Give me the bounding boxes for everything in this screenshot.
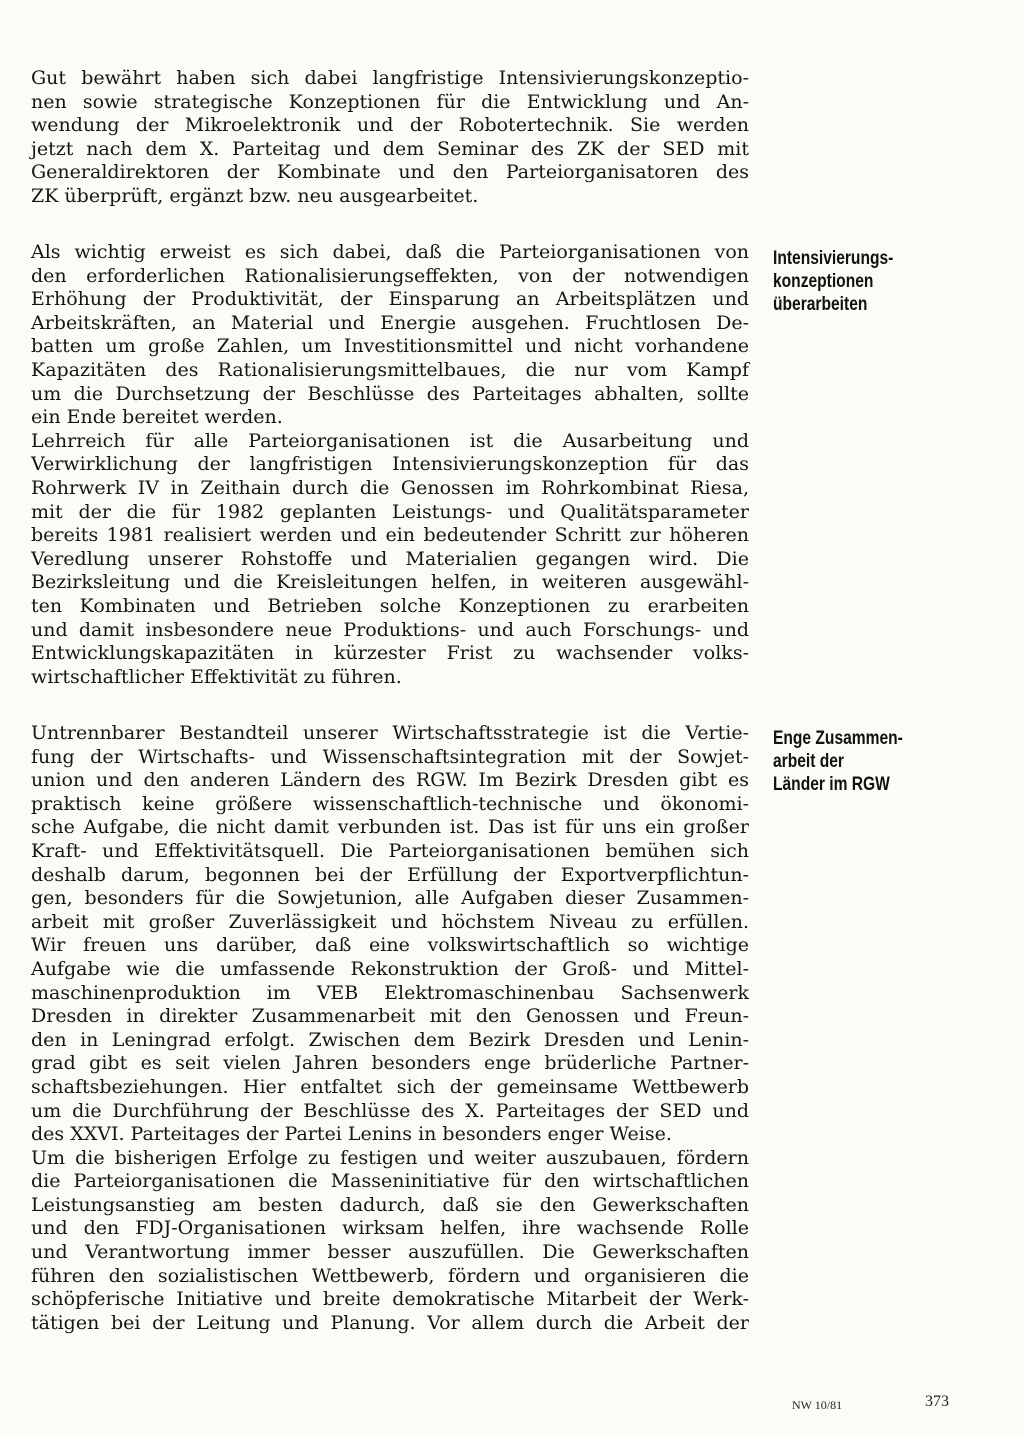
margin-heading-rgw [773,727,917,796]
text-line: schöpferische Initiative und breite demokratische Mitarbeit der Werk- [31,1288,749,1311]
text-line: Kapazitäten des Rationalisierungsmittelbaues, die nur vom Kampf [31,358,749,381]
text-line: Um die bisherigen Erfolge zu festigen und weiter auszubauen, fördern [31,1146,749,1169]
text-line: tätigen bei der Leitung und Planung. Vor allem durch die Arbeit der [31,1311,749,1334]
text-line: Gut bewährt haben sich dabei langfristige Intensivierungskonzeptio- [31,67,749,89]
text-line: den erforderlichen Rationalisierungseffekten, von der notwendigen [31,264,749,287]
text-line: Erhöhung der Produktivität, der Einsparung an Arbeitsplätzen und [31,288,749,311]
text-line: sche Aufgabe, die nicht damit verbunden ist. Das ist für uns ein großer [31,816,749,839]
text-line: deshalb darum, begonnen bei der Erfüllung der Exportverpflichtun- [31,863,749,886]
text-line: Leistungsanstieg am besten dadurch, daß sie den Gewerkschaften [31,1193,749,1216]
text-line: und damit insbesondere neue Produktions- und auch Forschungs- und [31,618,749,641]
text-line: Aufgabe wie die umfassende Rekonstruktion der Groß- und Mittel- [31,957,749,980]
journal-reference: NW 10/81 [792,1398,843,1412]
margin-heading-line: Länder im RGW [773,774,890,795]
text-line: und Verantwortung immer besser auszufüllen. Die Gewerkschaften [31,1241,749,1264]
text-line: wendung der Mikroelektronik und der Robotertechnik. Sie werden [31,114,749,137]
text-line: arbeit mit großer Zuverlässigkeit und höchstem Niveau zu erfüllen. [31,910,749,933]
text-line: Rohrwerk IV in Zeithain durch die Genossen im Rohrkombinat Riesa, [31,476,749,499]
paragraph-section-2 [31,241,749,689]
paragraph-section-1 [31,67,749,209]
text-line: Als wichtig erweist es sich dabei, daß die Parteiorganisationen von [31,241,749,263]
text-line: führen den sozialistischen Wettbewerb, fördern und organisieren die [31,1264,749,1287]
text-line: Dresden in direkter Zusammenarbeit mit den Genossen und Freun- [31,1005,749,1028]
text-line: union und den anderen Ländern des RGW. Im Bezirk Dresden gibt es [31,769,749,792]
text-line: Wir freuen uns darüber, daß eine volkswirtschaftlich so wichtige [31,934,749,957]
text-line: Kraft- und Effektivitätsquell. Die Parteiorganisationen bemühen sich [31,839,749,862]
text-line: und den FDJ-Organisationen wirksam helfen, ihre wachsende Rolle [31,1217,749,1240]
text-line: des XXVI. Parteitages der Partei Lenins in besonders enger Weise. [31,1123,672,1146]
text-line: Bezirksleitung und die Kreisleitungen helfen, in weiteren ausgewähl- [31,571,749,594]
margin-heading-line: konzeptionen [773,271,874,292]
text-line: maschinenproduktion im VEB Elektromaschinenbau Sachsenwerk [31,981,749,1004]
margin-heading-intensivierung [773,247,917,316]
text-line: ZK überprüft, ergänzt bzw. neu ausgearbeitet. [31,184,479,207]
text-line: jetzt nach dem X. Parteitag und dem Seminar des ZK der SED mit [31,137,749,160]
margin-heading-line: Intensivierungs- [773,248,894,269]
text-line: wirtschaftlicher Effektivität zu führen. [31,665,402,688]
text-line: die Parteiorganisationen die Masseninitiative für den wirtschaftlichen [31,1170,749,1193]
text-line: gen, besonders für die Sowjetunion, alle Aufgaben dieser Zusammen- [31,887,749,910]
text-line: um die Durchführung der Beschlüsse des X. Parteitages der SED und [31,1099,749,1122]
text-line: fung der Wirtschafts- und Wissenschaftsintegration mit der Sowjet- [31,745,749,768]
text-line: Untrennbarer Bestandteil unserer Wirtschaftsstrategie ist die Vertie- [31,722,749,744]
text-line: um die Durchsetzung der Beschlüsse des Parteitages abhalten, sollte [31,382,749,405]
text-line: Generaldirektoren der Kombinate und den Parteiorganisatoren des [31,161,749,184]
text-line: nen sowie strategische Konzeptionen für die Entwicklung und An- [31,90,749,113]
margin-heading-line: arbeit der [773,751,845,772]
text-line: den in Leningrad erfolgt. Zwischen dem Bezirk Dresden und Lenin- [31,1028,749,1051]
text-line: batten um große Zahlen, um Investitionsmittel und nicht vorhandene [31,335,749,358]
text-line: grad gibt es seit vielen Jahren besonders enge brüderliche Partner- [31,1052,749,1075]
text-line: Lehrreich für alle Parteiorganisationen ist die Ausarbeitung und [31,429,749,452]
text-line: mit der die für 1982 geplanten Leistungs- und Qualitätsparameter [31,500,749,523]
text-line: Veredlung unserer Rohstoffe und Materialien gegangen wird. Die [31,547,749,570]
text-line: schaftsbeziehungen. Hier entfaltet sich der gemeinsame Wettbewerb [31,1075,749,1098]
paragraph-section-3 [31,722,749,1335]
page-number: 373 [925,1393,949,1410]
text-line: praktisch keine größere wissenschaftlich-technische und ökonomi- [31,792,749,815]
text-line: Verwirklichung der langfristigen Intensivierungskonzeption für das [31,453,749,476]
text-line: ten Kombinaten und Betrieben solche Konzeptionen zu erarbeiten [31,594,749,617]
text-line: Arbeitskräften, an Material und Energie ausgehen. Fruchtlosen De- [31,311,749,334]
margin-heading-line: Enge Zusammen- [773,728,903,749]
text-line: Entwicklungskapazitäten in kürzester Frist zu wachsender volks- [31,642,749,665]
margin-heading-line: überarbeiten [773,294,868,315]
text-line: ein Ende bereitet werden. [31,406,283,429]
text-line: bereits 1981 realisiert werden und ein bedeutender Schritt zur höheren [31,524,749,547]
